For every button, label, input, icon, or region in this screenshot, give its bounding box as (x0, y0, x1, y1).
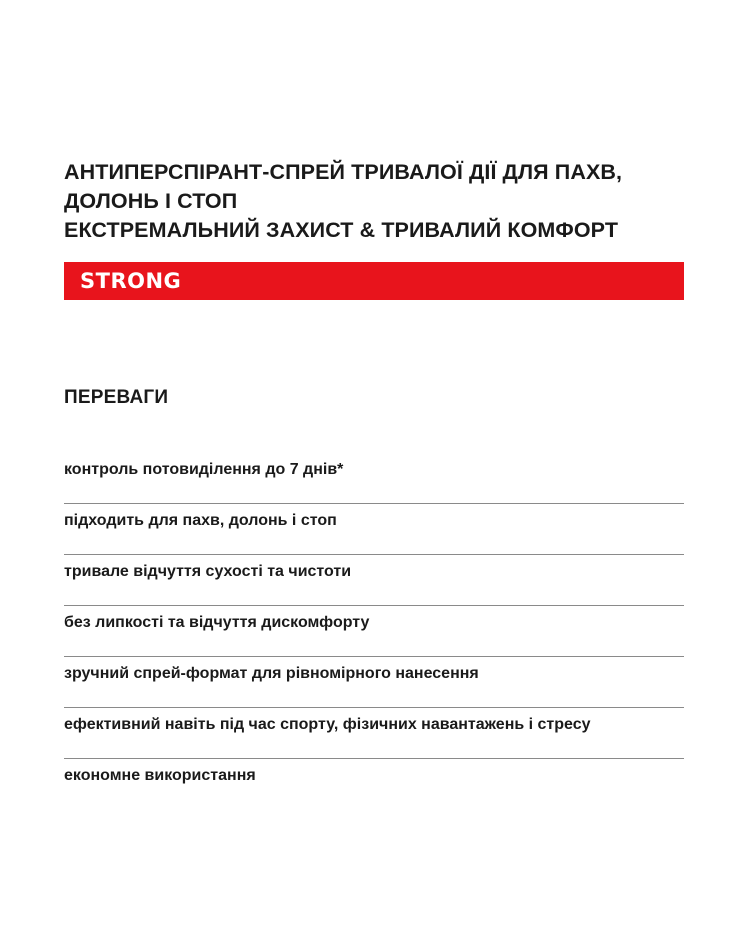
strong-badge-label: STRONG (80, 269, 182, 293)
benefit-item (64, 555, 684, 606)
benefit-item (64, 657, 684, 708)
benefit-item (64, 708, 684, 759)
benefit-text: підходить для пахв, долонь і стоп (64, 512, 337, 529)
product-info (64, 158, 684, 810)
benefit-text: зручний спрей-формат для рівномірного нанесення (64, 665, 479, 682)
product-title-line: ДОЛОНЬ І СТОП (64, 189, 238, 213)
benefit-item (64, 504, 684, 555)
benefit-text: ефективний навіть під час спорту, фізичних навантажень і стресу (64, 716, 591, 733)
strong-badge-bar (64, 262, 684, 300)
product-title-line: АНТИПЕРСПІРАНТ-СПРЕЙ ТРИВАЛОЇ ДІЇ ДЛЯ ПАХВ, (64, 160, 623, 184)
benefit-text: без липкості та відчуття дискомфорту (64, 614, 370, 631)
product-title (64, 158, 684, 245)
product-subtitle-line: ЕКСТРЕМАЛЬНИЙ ЗАХИСТ & ТРИВАЛИЙ КОМФОРТ (64, 218, 619, 242)
benefit-item (64, 606, 684, 657)
benefits-heading: ПЕРЕВАГИ (64, 387, 169, 408)
benefit-item (64, 453, 684, 504)
benefit-text: тривале відчуття сухості та чистоти (64, 563, 352, 580)
benefit-item (64, 759, 684, 810)
benefits-list (64, 453, 684, 810)
benefit-text: контроль потовиділення до 7 днів* (64, 461, 344, 478)
benefit-text: економне використання (64, 767, 256, 784)
